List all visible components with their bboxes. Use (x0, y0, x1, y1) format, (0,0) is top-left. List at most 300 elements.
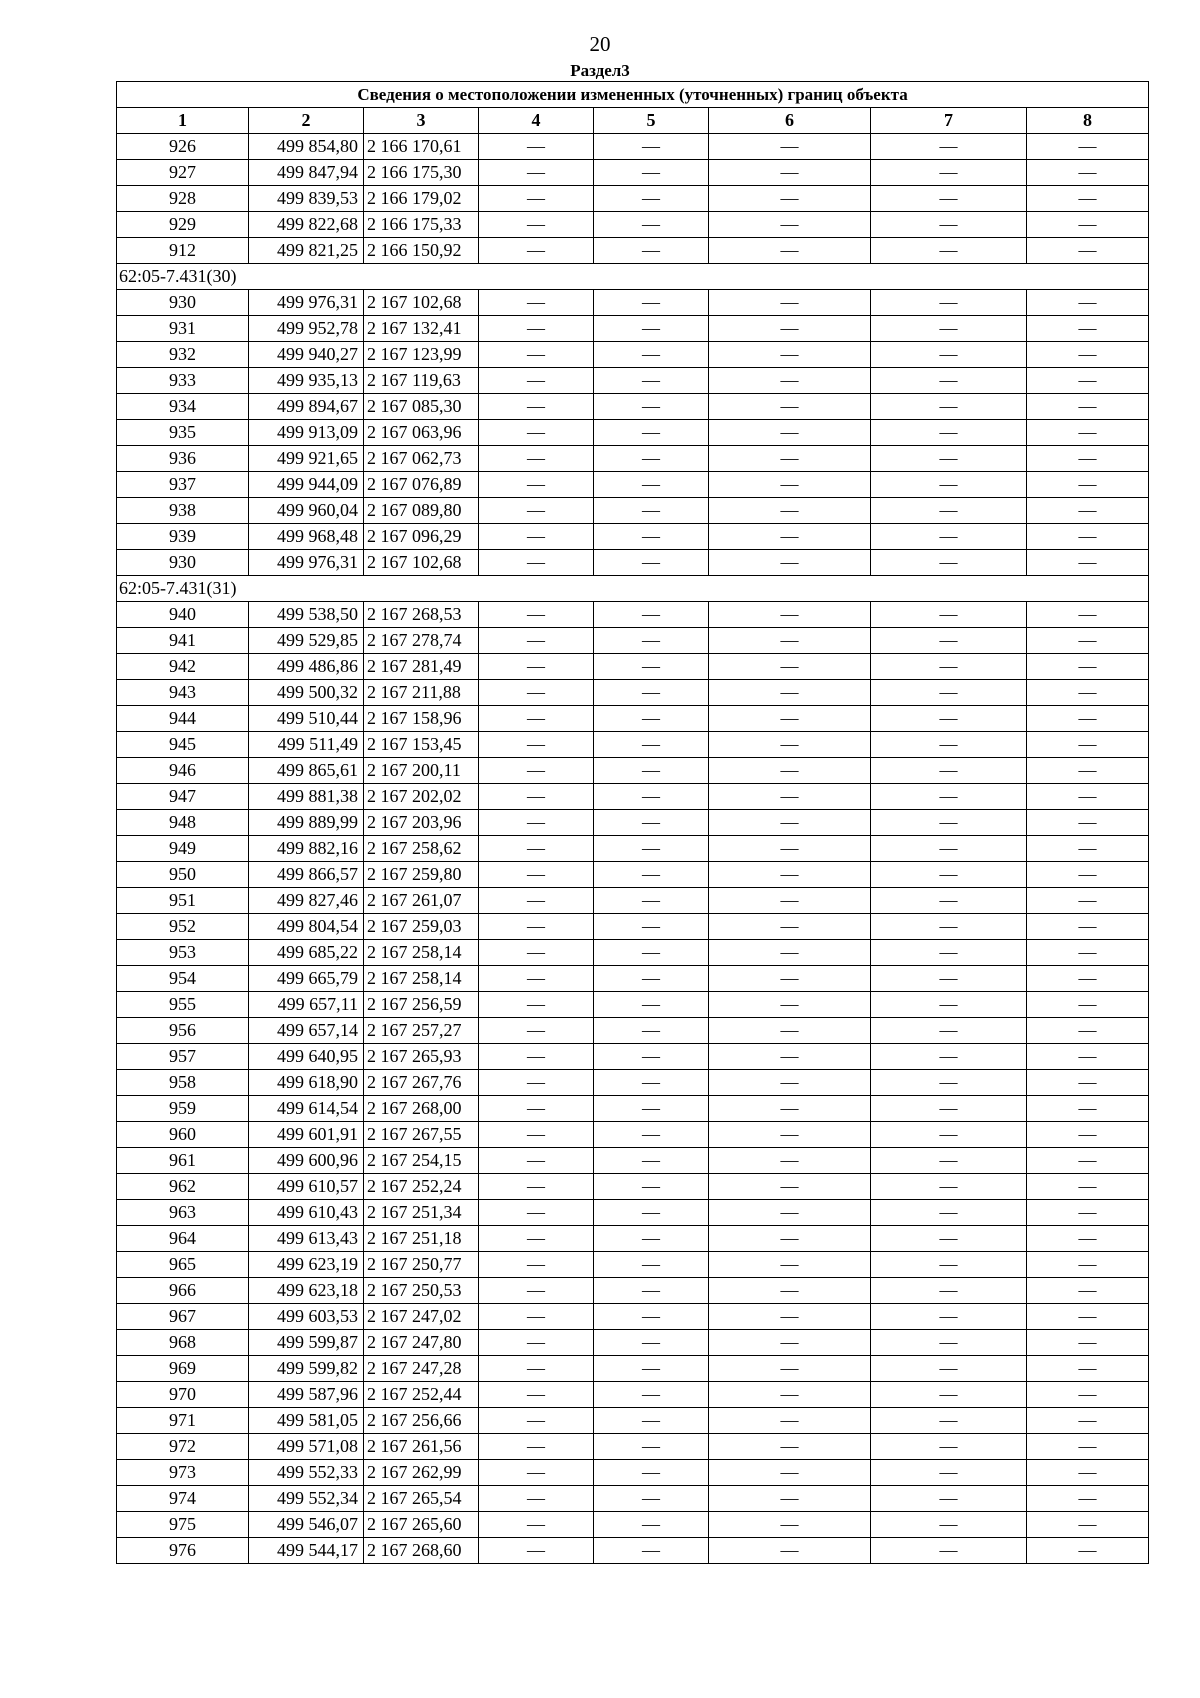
table-row (117, 654, 1149, 680)
empty-value-cell: — (594, 1330, 709, 1356)
empty-value-cell: — (479, 1486, 594, 1512)
table-row (117, 1252, 1149, 1278)
table-row (117, 1330, 1149, 1356)
table-row (117, 862, 1149, 888)
empty-value-cell: — (1027, 836, 1149, 862)
group-row (117, 264, 1149, 290)
empty-value-cell: — (594, 1226, 709, 1252)
coordinate-x-cell: 499 894,67 (249, 394, 364, 420)
empty-value-cell: — (594, 966, 709, 992)
table-row (117, 1460, 1149, 1486)
coordinate-x-cell: 499 960,04 (249, 498, 364, 524)
empty-value-cell: — (709, 966, 871, 992)
empty-value-cell: — (709, 186, 871, 212)
empty-value-cell: — (871, 810, 1027, 836)
table-row (117, 1278, 1149, 1304)
empty-value-cell: — (871, 654, 1027, 680)
empty-value-cell: — (594, 1174, 709, 1200)
empty-value-cell: — (709, 238, 871, 264)
empty-value-cell: — (871, 680, 1027, 706)
empty-value-cell: — (594, 680, 709, 706)
empty-value-cell: — (594, 706, 709, 732)
empty-value-cell: — (709, 498, 871, 524)
empty-value-cell: — (1027, 498, 1149, 524)
coordinate-y-cell: 2 167 211,88 (364, 680, 479, 706)
empty-value-cell: — (709, 810, 871, 836)
table-row (117, 940, 1149, 966)
empty-value-cell: — (1027, 654, 1149, 680)
coordinate-y-cell: 2 167 062,73 (364, 446, 479, 472)
coordinate-y-cell: 2 167 252,24 (364, 1174, 479, 1200)
empty-value-cell: — (1027, 1096, 1149, 1122)
empty-value-cell: — (594, 212, 709, 238)
empty-value-cell: — (1027, 784, 1149, 810)
point-number-cell: 943 (117, 680, 249, 706)
empty-value-cell: — (594, 1044, 709, 1070)
coordinate-y-cell: 2 167 278,74 (364, 628, 479, 654)
table-row (117, 186, 1149, 212)
empty-value-cell: — (594, 1434, 709, 1460)
empty-value-cell: — (479, 888, 594, 914)
coordinate-y-cell: 2 167 132,41 (364, 316, 479, 342)
coordinate-y-cell: 2 167 267,55 (364, 1122, 479, 1148)
empty-value-cell: — (1027, 1330, 1149, 1356)
table-row (117, 1486, 1149, 1512)
empty-value-cell: — (871, 966, 1027, 992)
coordinate-y-cell: 2 167 262,99 (364, 1460, 479, 1486)
point-number-cell: 936 (117, 446, 249, 472)
empty-value-cell: — (594, 732, 709, 758)
coordinate-x-cell: 499 623,19 (249, 1252, 364, 1278)
empty-value-cell: — (1027, 1174, 1149, 1200)
empty-value-cell: — (709, 602, 871, 628)
column-header: 5 (594, 108, 709, 134)
empty-value-cell: — (709, 472, 871, 498)
table-row (117, 550, 1149, 576)
table-row (117, 602, 1149, 628)
coordinate-x-cell: 499 603,53 (249, 1304, 364, 1330)
empty-value-cell: — (709, 394, 871, 420)
coordinate-x-cell: 499 623,18 (249, 1278, 364, 1304)
coordinate-y-cell: 2 167 268,60 (364, 1538, 479, 1564)
empty-value-cell: — (479, 290, 594, 316)
point-number-cell: 966 (117, 1278, 249, 1304)
coordinate-x-cell: 499 976,31 (249, 550, 364, 576)
empty-value-cell: — (871, 160, 1027, 186)
empty-value-cell: — (709, 290, 871, 316)
coordinate-x-cell: 499 827,46 (249, 888, 364, 914)
empty-value-cell: — (479, 784, 594, 810)
empty-value-cell: — (1027, 1460, 1149, 1486)
coordinate-y-cell: 2 167 202,02 (364, 784, 479, 810)
empty-value-cell: — (871, 1330, 1027, 1356)
empty-value-cell: — (1027, 1486, 1149, 1512)
coordinate-y-cell: 2 167 251,34 (364, 1200, 479, 1226)
table-row (117, 1200, 1149, 1226)
empty-value-cell: — (594, 836, 709, 862)
empty-value-cell: — (871, 1018, 1027, 1044)
coordinate-x-cell: 499 881,38 (249, 784, 364, 810)
empty-value-cell: — (594, 758, 709, 784)
empty-value-cell: — (1027, 238, 1149, 264)
point-number-cell: 963 (117, 1200, 249, 1226)
point-number-cell: 912 (117, 238, 249, 264)
point-number-cell: 934 (117, 394, 249, 420)
empty-value-cell: — (1027, 1148, 1149, 1174)
empty-value-cell: — (479, 1226, 594, 1252)
table-row (117, 446, 1149, 472)
empty-value-cell: — (871, 1408, 1027, 1434)
point-number-cell: 951 (117, 888, 249, 914)
point-number-cell: 949 (117, 836, 249, 862)
empty-value-cell: — (1027, 550, 1149, 576)
empty-value-cell: — (709, 914, 871, 940)
point-number-cell: 928 (117, 186, 249, 212)
empty-value-cell: — (709, 1486, 871, 1512)
table-row (117, 368, 1149, 394)
empty-value-cell: — (871, 1304, 1027, 1330)
table-row (117, 992, 1149, 1018)
empty-value-cell: — (1027, 914, 1149, 940)
coordinate-x-cell: 499 804,54 (249, 914, 364, 940)
empty-value-cell: — (594, 1096, 709, 1122)
empty-value-cell: — (709, 1538, 871, 1564)
point-number-cell: 962 (117, 1174, 249, 1200)
empty-value-cell: — (709, 1330, 871, 1356)
empty-value-cell: — (594, 1018, 709, 1044)
empty-value-cell: — (871, 1460, 1027, 1486)
column-header: 4 (479, 108, 594, 134)
table-row (117, 342, 1149, 368)
empty-value-cell: — (594, 472, 709, 498)
empty-value-cell: — (1027, 1252, 1149, 1278)
empty-value-cell: — (871, 1122, 1027, 1148)
coordinate-x-cell: 499 822,68 (249, 212, 364, 238)
empty-value-cell: — (1027, 758, 1149, 784)
empty-value-cell: — (709, 368, 871, 394)
point-number-cell: 960 (117, 1122, 249, 1148)
empty-value-cell: — (479, 1122, 594, 1148)
table-row (117, 628, 1149, 654)
table-row (117, 212, 1149, 238)
empty-value-cell: — (1027, 966, 1149, 992)
table-row (117, 1226, 1149, 1252)
empty-value-cell: — (479, 1330, 594, 1356)
empty-value-cell: — (594, 784, 709, 810)
point-number-cell: 946 (117, 758, 249, 784)
empty-value-cell: — (594, 420, 709, 446)
empty-value-cell: — (1027, 992, 1149, 1018)
coordinate-y-cell: 2 167 258,14 (364, 940, 479, 966)
empty-value-cell: — (1027, 1512, 1149, 1538)
empty-value-cell: — (709, 1018, 871, 1044)
empty-value-cell: — (594, 1512, 709, 1538)
empty-value-cell: — (709, 1460, 871, 1486)
point-number-cell: 941 (117, 628, 249, 654)
table-row (117, 1096, 1149, 1122)
empty-value-cell: — (709, 654, 871, 680)
point-number-cell: 969 (117, 1356, 249, 1382)
table-row (117, 472, 1149, 498)
table-row (117, 420, 1149, 446)
table-row (117, 1174, 1149, 1200)
coordinate-x-cell: 499 500,32 (249, 680, 364, 706)
empty-value-cell: — (709, 992, 871, 1018)
table-row (117, 134, 1149, 160)
point-number-cell: 944 (117, 706, 249, 732)
coordinate-y-cell: 2 167 267,76 (364, 1070, 479, 1096)
empty-value-cell: — (479, 1434, 594, 1460)
coordinate-y-cell: 2 166 170,61 (364, 134, 479, 160)
empty-value-cell: — (709, 446, 871, 472)
empty-value-cell: — (709, 550, 871, 576)
group-label: 62:05-7.431(30) (117, 264, 1149, 290)
empty-value-cell: — (479, 420, 594, 446)
empty-value-cell: — (479, 1148, 594, 1174)
empty-value-cell: — (594, 1122, 709, 1148)
table-row (117, 524, 1149, 550)
empty-value-cell: — (871, 1174, 1027, 1200)
empty-value-cell: — (871, 394, 1027, 420)
table-row (117, 784, 1149, 810)
empty-value-cell: — (1027, 1538, 1149, 1564)
empty-value-cell: — (479, 446, 594, 472)
empty-value-cell: — (479, 1382, 594, 1408)
empty-value-cell: — (594, 602, 709, 628)
empty-value-cell: — (709, 1356, 871, 1382)
empty-value-cell: — (709, 628, 871, 654)
empty-value-cell: — (479, 1044, 594, 1070)
point-number-cell: 939 (117, 524, 249, 550)
coordinate-y-cell: 2 167 252,44 (364, 1382, 479, 1408)
point-number-cell: 937 (117, 472, 249, 498)
empty-value-cell: — (479, 1070, 594, 1096)
empty-value-cell: — (594, 394, 709, 420)
empty-value-cell: — (1027, 1226, 1149, 1252)
empty-value-cell: — (871, 992, 1027, 1018)
point-number-cell: 968 (117, 1330, 249, 1356)
empty-value-cell: — (871, 1200, 1027, 1226)
empty-value-cell: — (871, 940, 1027, 966)
point-number-cell: 954 (117, 966, 249, 992)
coordinate-x-cell: 499 839,53 (249, 186, 364, 212)
empty-value-cell: — (1027, 602, 1149, 628)
table-row (117, 888, 1149, 914)
empty-value-cell: — (871, 1070, 1027, 1096)
table-row (117, 966, 1149, 992)
empty-value-cell: — (871, 134, 1027, 160)
empty-value-cell: — (871, 186, 1027, 212)
table-row (117, 1512, 1149, 1538)
table-row (117, 1434, 1149, 1460)
coordinate-x-cell: 499 599,87 (249, 1330, 364, 1356)
empty-value-cell: — (479, 1018, 594, 1044)
coordinate-x-cell: 499 821,25 (249, 238, 364, 264)
empty-value-cell: — (709, 888, 871, 914)
table-row (117, 1408, 1149, 1434)
coordinate-y-cell: 2 167 268,00 (364, 1096, 479, 1122)
coordinate-x-cell: 499 665,79 (249, 966, 364, 992)
coordinate-x-cell: 499 866,57 (249, 862, 364, 888)
point-number-cell: 940 (117, 602, 249, 628)
coordinate-y-cell: 2 166 150,92 (364, 238, 479, 264)
empty-value-cell: — (871, 550, 1027, 576)
empty-value-cell: — (594, 1304, 709, 1330)
empty-value-cell: — (594, 992, 709, 1018)
empty-value-cell: — (1027, 1408, 1149, 1434)
empty-value-cell: — (871, 1044, 1027, 1070)
empty-value-cell: — (1027, 862, 1149, 888)
coordinate-x-cell: 499 968,48 (249, 524, 364, 550)
empty-value-cell: — (594, 810, 709, 836)
empty-value-cell: — (1027, 1356, 1149, 1382)
empty-value-cell: — (1027, 1044, 1149, 1070)
empty-value-cell: — (709, 1252, 871, 1278)
point-number-cell: 952 (117, 914, 249, 940)
empty-value-cell: — (479, 134, 594, 160)
empty-value-cell: — (871, 238, 1027, 264)
empty-value-cell: — (709, 212, 871, 238)
coordinate-y-cell: 2 167 259,80 (364, 862, 479, 888)
table-row (117, 836, 1149, 862)
empty-value-cell: — (871, 1226, 1027, 1252)
coordinate-y-cell: 2 167 265,54 (364, 1486, 479, 1512)
empty-value-cell: — (479, 1408, 594, 1434)
coordinate-x-cell: 499 610,43 (249, 1200, 364, 1226)
empty-value-cell: — (871, 316, 1027, 342)
coordinate-y-cell: 2 167 268,53 (364, 602, 479, 628)
point-number-cell: 955 (117, 992, 249, 1018)
point-number-cell: 976 (117, 1538, 249, 1564)
empty-value-cell: — (871, 1278, 1027, 1304)
coordinate-y-cell: 2 167 247,02 (364, 1304, 479, 1330)
empty-value-cell: — (594, 290, 709, 316)
empty-value-cell: — (594, 1538, 709, 1564)
empty-value-cell: — (594, 342, 709, 368)
coordinate-y-cell: 2 167 259,03 (364, 914, 479, 940)
coordinate-y-cell: 2 167 203,96 (364, 810, 479, 836)
empty-value-cell: — (709, 316, 871, 342)
coordinate-y-cell: 2 167 102,68 (364, 290, 479, 316)
point-number-cell: 971 (117, 1408, 249, 1434)
coordinate-y-cell: 2 167 096,29 (364, 524, 479, 550)
point-number-cell: 975 (117, 1512, 249, 1538)
coordinate-x-cell: 499 601,91 (249, 1122, 364, 1148)
coordinate-y-cell: 2 167 102,68 (364, 550, 479, 576)
empty-value-cell: — (871, 888, 1027, 914)
empty-value-cell: — (594, 134, 709, 160)
empty-value-cell: — (871, 836, 1027, 862)
empty-value-cell: — (871, 1512, 1027, 1538)
empty-value-cell: — (709, 160, 871, 186)
coordinate-y-cell: 2 167 256,66 (364, 1408, 479, 1434)
point-number-cell: 959 (117, 1096, 249, 1122)
point-number-cell: 931 (117, 316, 249, 342)
empty-value-cell: — (709, 1200, 871, 1226)
empty-value-cell: — (479, 1096, 594, 1122)
empty-value-cell: — (594, 1486, 709, 1512)
point-number-cell: 961 (117, 1148, 249, 1174)
point-number-cell: 945 (117, 732, 249, 758)
coordinate-x-cell: 499 935,13 (249, 368, 364, 394)
coordinate-y-cell: 2 167 123,99 (364, 342, 479, 368)
empty-value-cell: — (594, 1356, 709, 1382)
coordinate-y-cell: 2 166 179,02 (364, 186, 479, 212)
empty-value-cell: — (871, 1356, 1027, 1382)
empty-value-cell: — (871, 420, 1027, 446)
empty-value-cell: — (709, 1512, 871, 1538)
empty-value-cell: — (709, 1148, 871, 1174)
coordinate-y-cell: 2 167 247,80 (364, 1330, 479, 1356)
point-number-cell: 958 (117, 1070, 249, 1096)
empty-value-cell: — (594, 1252, 709, 1278)
point-number-cell: 956 (117, 1018, 249, 1044)
table-row (117, 290, 1149, 316)
empty-value-cell: — (479, 472, 594, 498)
empty-value-cell: — (709, 732, 871, 758)
coordinate-x-cell: 499 571,08 (249, 1434, 364, 1460)
empty-value-cell: — (479, 758, 594, 784)
empty-value-cell: — (1027, 706, 1149, 732)
coordinate-x-cell: 499 865,61 (249, 758, 364, 784)
empty-value-cell: — (479, 602, 594, 628)
point-number-cell: 942 (117, 654, 249, 680)
empty-value-cell: — (1027, 186, 1149, 212)
empty-value-cell: — (709, 1382, 871, 1408)
empty-value-cell: — (1027, 1070, 1149, 1096)
coordinate-y-cell: 2 167 085,30 (364, 394, 479, 420)
empty-value-cell: — (871, 472, 1027, 498)
section-label: Раздел3 (570, 61, 630, 80)
coordinate-y-cell: 2 167 254,15 (364, 1148, 479, 1174)
point-number-cell: 965 (117, 1252, 249, 1278)
point-number-cell: 927 (117, 160, 249, 186)
empty-value-cell: — (1027, 888, 1149, 914)
point-number-cell: 932 (117, 342, 249, 368)
empty-value-cell: — (709, 836, 871, 862)
empty-value-cell: — (594, 1070, 709, 1096)
table-row (117, 732, 1149, 758)
empty-value-cell: — (479, 212, 594, 238)
empty-value-cell: — (1027, 810, 1149, 836)
coordinate-x-cell: 499 600,96 (249, 1148, 364, 1174)
point-number-cell: 957 (117, 1044, 249, 1070)
empty-value-cell: — (871, 1486, 1027, 1512)
empty-value-cell: — (479, 810, 594, 836)
empty-value-cell: — (1027, 1304, 1149, 1330)
empty-value-cell: — (1027, 472, 1149, 498)
column-header: 8 (1027, 108, 1149, 134)
table-row (117, 1044, 1149, 1070)
empty-value-cell: — (709, 706, 871, 732)
empty-value-cell: — (479, 680, 594, 706)
empty-value-cell: — (709, 134, 871, 160)
table-row (117, 1018, 1149, 1044)
table-body (117, 134, 1149, 1564)
empty-value-cell: — (1027, 1434, 1149, 1460)
coordinate-x-cell: 499 847,94 (249, 160, 364, 186)
empty-value-cell: — (709, 680, 871, 706)
coordinate-x-cell: 499 544,17 (249, 1538, 364, 1564)
point-number-cell: 930 (117, 550, 249, 576)
empty-value-cell: — (871, 732, 1027, 758)
empty-value-cell: — (594, 316, 709, 342)
empty-value-cell: — (1027, 446, 1149, 472)
coordinate-x-cell: 499 546,07 (249, 1512, 364, 1538)
coordinate-y-cell: 2 167 258,14 (364, 966, 479, 992)
empty-value-cell: — (479, 654, 594, 680)
empty-value-cell: — (479, 342, 594, 368)
